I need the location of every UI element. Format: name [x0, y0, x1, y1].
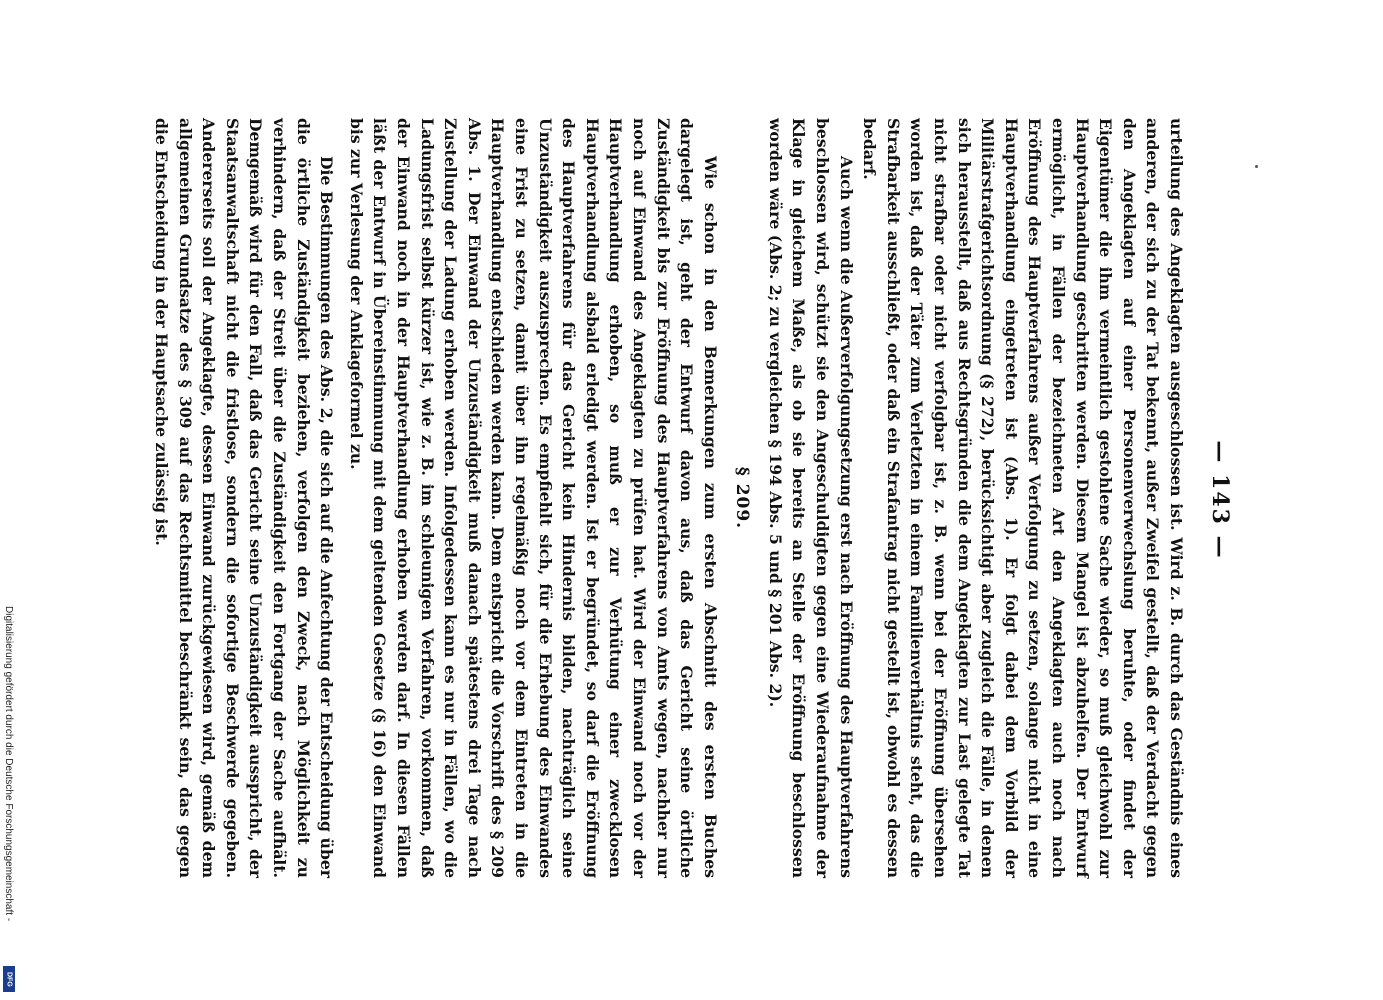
section-paragraph-2: Die Bestimmungen des Abs. 2, die sich auf die Anfechtung der Entscheidung über die örtliche Zuständigkeit beziehen, verfolgen den Zweck, nach Möglichkeit zu verhindern, daß der Streit über die Zuständigkeit den Fortgang der Sache aufhält. Demgemäß wird für den Fall, daß das Gericht seine Unzuständigkeit ausspricht, der Staatsanwaltschaft nicht die fristlose, sondern die sofortige Beschwerde gegeben. Andererseits soll der Angeklagte, dessen Einwand zurückgewiesen wird, gemäß dem allgemeinen Grundsatze des § 309 auf das Rechtsmittel beschränkt sein, das gegen die Entscheidung in der Hauptsache zulässig ist.	[152, 118, 337, 878]
page-body	[149, 118, 1188, 878]
digitization-credit	[0, 0, 20, 1000]
section-heading: § 209.	[732, 466, 753, 530]
page-number: — 143 —	[1207, 440, 1233, 560]
scan-speck	[1255, 165, 1258, 168]
credit-text: Digitalisierung gefördert durch die Deutsche Forschungsgemeinschaft -	[3, 606, 14, 922]
dfg-logo: DFG	[3, 966, 15, 992]
paragraph-2: Auch wenn die Außerverfolgungsetzung erst nach Eröffnung des Hauptverfahrens beschlossen wird, schützt sie den Angeschuldigten gegen eine Wiederaufnahme der Klage in gleichem Maße, als ob sie bereits an Stelle der Eröffnung beschlossen worden wäre (Abs. 2; zu vergleichen § 194 Abs. 5 und § 201 Abs. 2).	[765, 118, 856, 878]
section-paragraph-1: Wie schon in den Bemerkungen zum ersten Abschnitt des ersten Buches dargelegt ist, geht der Entwurf davon aus, daß das Gericht seine örtliche Zuständigkeit bis zur Eröffnung des Hauptverfahrens von Amts wegen, nachher nur noch auf Einwand des Angeklagten zu prüfen hat. Wird der Einwand noch vor der Hauptverhandlung erhoben, so muß er zur Verhütung einer zwecklosen Hauptverhandlung alsbald erledigt werden. Ist er begründet, so darf die Eröffnung des Hauptverfahrens für das Gericht kein Hindernis bilden, nachträglich seine Unzuständigkeit auszusprechen. Es empfiehlt sich, für die Erhebung des Einwandes eine Frist zu setzen, damit über ihn regelmäßig noch vor dem Eintreten in die Hauptverhandlung entschieden werden kann. Dem entspricht die Vorschrift des § 209 Abs. 1. Der Einwand der Unzuständigkeit muß danach spätestens drei Tage nach Zustellung der Ladung erhoben werden. Infolgedessen kann es nur in Fällen, wo die Ladungsfrist selbst kürzer ist, wie z. B. im schleunigen Verfahren, vorkommen, daß der Einwand noch in der Hauptverhandlung erhoben werden darf. In diesen Fällen läßt der Entwurf in Übereinstimmung mit dem geltenden Gesetze (§ 16) den Einwand bis zur Verlesung der Anklageformel zu.	[346, 118, 720, 878]
paragraph-1: urteilung des Angeklagten ausgeschlossen ist. Wird z. B. durch das Geständnis eines anderen, der sich zu der Tat bekennt, außer Zweifel gestellt, daß der Verdacht gegen den Angeklagten auf einer Personenverwechslung beruhte, oder findet der Eigentümer die ihm vermeintlich gestohlene Sache wieder, so muß gleichwohl zur Hauptverhandlung geschritten werden. Diesem Mangel ist abzuhelfen. Der Entwurf ermöglicht, in Fällen der bezeichneten Art den Angeklagten auch noch nach Eröffnung des Hauptverfahrens außer Verfolgung zu setzen, solange nicht in eine Hauptverhandlung eingetreten ist (Abs. 1). Er folgt dabei dem Vorbild der Militärstrafgerichtsordnung (§ 272), berücksichtigt aber zugleich die Fälle, in denen sich herausstellt, daß aus Rechtsgründen die dem Angeklagten zur Last gelegte Tat nicht strafbar oder nicht verfolgbar ist, z. B. wenn bei der Eröffnung übersehen worden ist, daß der Täter zum Verletzten in einem Familienverhältnis steht, das die Strafbarkeit ausschließt, oder daß ein Strafantrag nicht gestellt ist, obwohl es dessen bedarf.	[860, 118, 1186, 878]
